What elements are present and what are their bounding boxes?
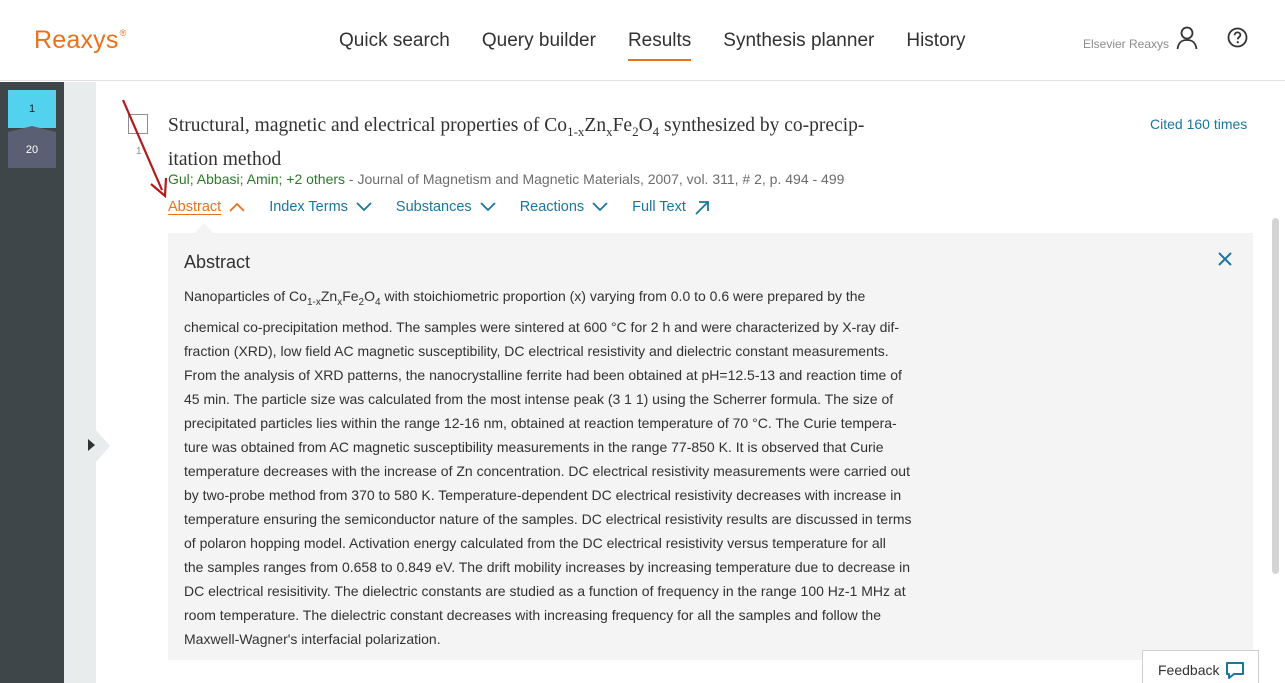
abstract-line: 45 min. The particle size was calculated from the most intense peak (3 1 1) using the Scherrer formula. The size of: [184, 390, 894, 407]
nav-query-builder[interactable]: Query builder: [481, 30, 596, 51]
result-index: 1: [136, 146, 142, 157]
abstract-line: ture was obtained from AC magnetic susceptibility measurements in the range 77-850 K. It is observed that Curie: [184, 438, 884, 455]
user-account-label[interactable]: Elsevier Reaxys: [1083, 37, 1170, 51]
results-pagination-rail: [0, 82, 64, 683]
external-link-icon: [694, 200, 710, 215]
chat-bubble-icon: [1225, 661, 1245, 680]
result-tabs: [168, 199, 734, 215]
abstract-line: Maxwell-Wagner's interfacial polarization.: [184, 630, 441, 647]
logo-text: Reaxys: [34, 26, 119, 54]
left-gutter: [64, 82, 96, 683]
abstract-line: Nanoparticles of $Co_{1-x}Zn_xFe_2O_4$ with stoichiometric proportion (x) varying from 0.0 to 0.6 were prepared by the: [184, 288, 866, 308]
abstract-line: DC electrical resisitivity. The dielectric constants are studied as a function of frequency in the range 100 Hz-1 MHz at: [184, 582, 906, 599]
gutter-notch: [96, 430, 110, 462]
abstract-line: temperature ensuring the semiconductor nature of the samples. DC electrical resistivity results are discussed in terms: [184, 510, 912, 527]
tab-full-text[interactable]: [632, 199, 710, 215]
abstract-text: [184, 284, 959, 651]
tab-substances[interactable]: [396, 199, 496, 215]
top-header: [0, 0, 1285, 81]
tab-substances-label: Substances: [395, 199, 472, 215]
close-icon[interactable]: [1218, 252, 1232, 266]
tab-index-terms-label: Index Terms: [269, 199, 348, 215]
abstract-line: fraction (XRD), low field AC magnetic susceptibility, DC electrical resistivity and dielectric constant measurements.: [184, 342, 889, 359]
abstract-line: by two-probe method from 370 to 580 K. Temperature-dependent DC electrical resistivity decreases with increase in: [184, 486, 902, 503]
logo-registered-mark: ®: [119, 28, 127, 38]
help-circle-icon[interactable]: [1227, 27, 1248, 48]
abstract-line: temperature decreases with the increase of Zn concentration. DC electrical resistivity measurements were carried out: [184, 462, 910, 479]
vertical-scrollbar[interactable]: [1272, 218, 1279, 574]
chevron-down-icon: [592, 202, 608, 212]
abstract-line: room temperature. The dielectric constant decreases with increasing frequency for all the samples and follow the: [184, 606, 881, 623]
chevron-down-icon: [356, 202, 372, 212]
nav-synthesis-planner[interactable]: Synthesis planner: [723, 30, 875, 51]
cited-count-link[interactable]: Cited 160 times: [1150, 116, 1248, 132]
user-icon[interactable]: [1176, 26, 1198, 50]
annotation-arrow-icon: [118, 96, 198, 200]
nav-quick-search[interactable]: Quick search: [339, 30, 450, 51]
authors-link[interactable]: Gul; Abbasi; Amin; +2 others: [168, 171, 346, 187]
feedback-label: Feedback: [1158, 662, 1220, 678]
abstract-heading: Abstract: [184, 252, 251, 272]
abstract-line: the samples ranges from 0.658 to 0.849 eV. The drift mobility increases by increasing temperature due to decrease in: [184, 558, 911, 575]
tab-reactions-label: Reactions: [519, 199, 585, 215]
tab-full-text-label: Full Text: [632, 199, 686, 215]
result-title[interactable]: Structural, magnetic and electrical properties of $Co_{1-x}Zn_xFe_2O_4$ synthesized by co-precip- itation method: [168, 115, 865, 170]
abstract-line: chemical co-precipitation method. The samples were sintered at 600 °C for 2 h and were characterized by X-ray dif-: [184, 318, 900, 335]
citation-line: [168, 171, 844, 187]
reaxys-logo[interactable]: [34, 26, 126, 55]
tab-pointer: [195, 223, 213, 233]
current-page-indicator[interactable]: 1: [8, 90, 56, 128]
nav-results[interactable]: Results: [628, 30, 691, 60]
tab-reactions[interactable]: [520, 199, 608, 215]
nav-history[interactable]: History: [906, 30, 966, 51]
abstract-line: of polaron hopping model. Activation energy calculated from the DC electrical resistivity versus temperature for all: [184, 534, 886, 551]
feedback-button[interactable]: [1142, 650, 1259, 683]
abstract-line: precipitated particles lies within the range 12-16 nm, obtained at reaction temperature of 70 °C. The Curie tempera-: [184, 414, 897, 431]
main-nav: [339, 30, 997, 60]
tab-abstract-label: Abstract: [168, 199, 222, 215]
tab-index-terms[interactable]: [269, 199, 372, 215]
total-pages-indicator[interactable]: 20: [8, 132, 56, 168]
expand-panel-arrow-icon[interactable]: [88, 439, 95, 451]
journal-citation: - Journal of Magnetism and Magnetic Materials, 2007, vol. 311, # 2, p. 494 - 499: [345, 171, 845, 187]
chevron-down-icon: [480, 202, 496, 212]
abstract-line: From the analysis of XRD patterns, the nanocrystalline ferrite had been obtained at pH=12.5-13 and reaction time of: [184, 366, 902, 383]
chevron-up-icon: [229, 202, 245, 212]
tab-abstract[interactable]: [168, 199, 245, 215]
abstract-panel: [168, 233, 1253, 660]
